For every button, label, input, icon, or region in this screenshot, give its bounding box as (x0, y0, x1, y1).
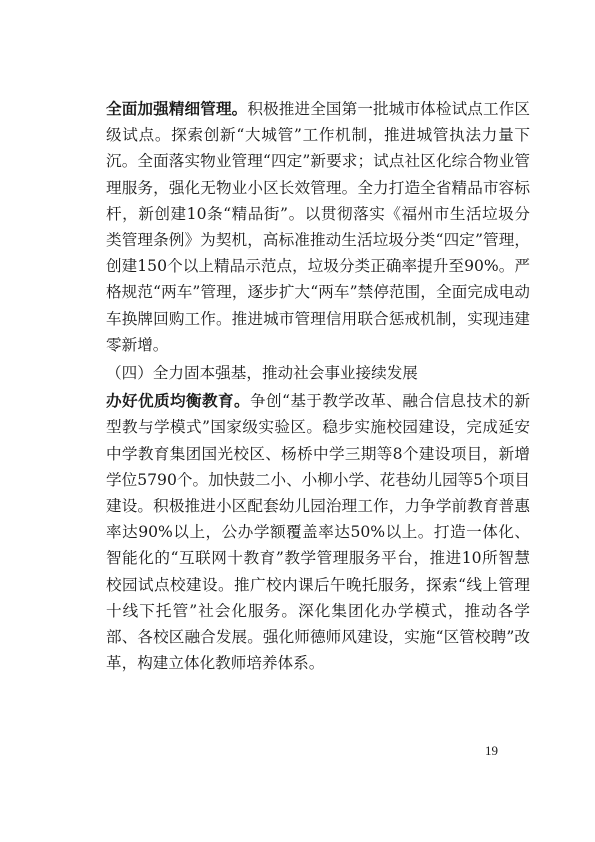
paragraph-education (106, 388, 530, 676)
paragraph-body-fine-management: 积极推进全国第一批城市体检试点工作区级试点。探索创新“大城管”工作机制，推进城管执法力量下沉。全面落实物业管理“四定”新要求；试点社区化综合物业管理服务，强化无物业小区长效管理。全力打造全省精品市容标杆，新创建10条“精品街”。以贯彻落实《福州市生活垃圾分类管理条例》为契机，高标准推动生活垃圾分类“四定”管理，创建150个以上精品示范点，垃圾分类正确率提升至90%。严格规范“两车”管理，逐步扩大“两车”禁停范围，全面完成电动车换牌回购工作。推进城市管理信用联合惩戒机制，实现违建零新增。 (106, 100, 530, 354)
paragraph-fine-management (106, 96, 530, 358)
paragraph-lead-education: 办好优质均衡教育。 (106, 392, 251, 411)
page-content (106, 96, 530, 676)
page-number: 19 (485, 743, 498, 758)
section-heading-four: （四）全力固本强基，推动社会事业接续发展 (106, 364, 418, 383)
paragraph-body-education: 争创“基于教学改革、融合信息技术的新型教与学模式”国家级实验区。稳步实施校园建设，完成延安中学教育集团国光校区、杨桥中学三期等8个建设项目，新增学位5790个。加快鼓二小、小柳小学、花巷幼儿园等5个项目建设。积极推进小区配套幼儿园治理工作，力争学前教育普惠率达90%以上，公办学额覆盖率达50%以上。打造一体化、智能化的“互联网十教育”教学管理服务平台，推进10所智慧校园试点校建设。推广校内课后午晚托服务，探索“线上管理十线下托管”社会化服务。深化集团化办学模式，推动各学部、各校区融合发展。强化师德师风建设，实施“区管校聘”改革，构建立体化教师培养体系。 (106, 392, 530, 673)
paragraph-lead-fine-management: 全面加强精细管理。 (106, 100, 248, 118)
